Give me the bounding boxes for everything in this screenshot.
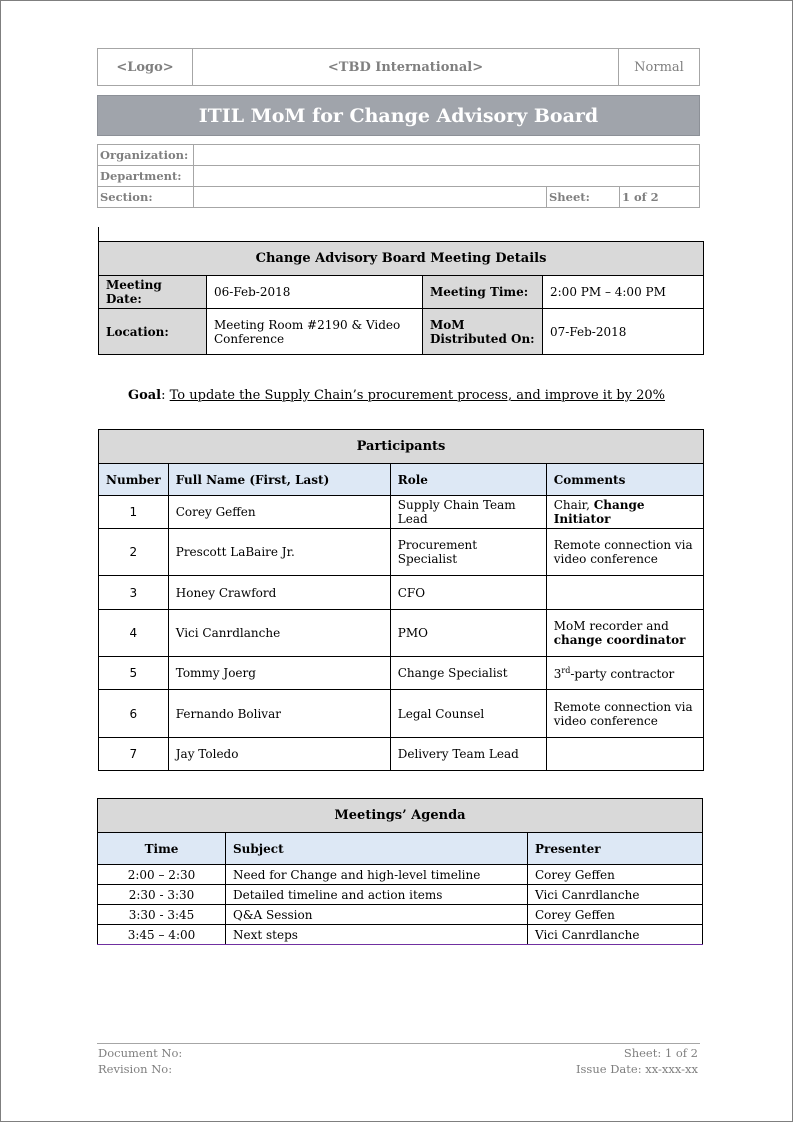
footer-document-no: Document No:	[98, 1046, 183, 1060]
goal-statement	[0, 388, 793, 403]
department-value[interactable]	[194, 166, 700, 187]
column-header-name: Full Name (First, Last)	[168, 464, 390, 496]
document-header	[97, 48, 700, 86]
participant-name: Jay Toledo	[168, 738, 390, 771]
participant-role: CFO	[390, 576, 546, 610]
agenda-time: 2:00 – 2:30	[98, 865, 226, 885]
location-value: Meeting Room #2190 & Video Conference	[207, 309, 423, 355]
mom-distributed-label: MoM Distributed On:	[423, 309, 543, 355]
participant-number: 4	[99, 610, 169, 657]
agenda-presenter: Vici Canrdlanche	[528, 885, 703, 905]
agenda-table	[97, 798, 703, 945]
table-row	[98, 905, 703, 925]
participants-heading: Participants	[99, 430, 704, 464]
participant-comment	[546, 657, 703, 690]
table-row	[99, 496, 704, 529]
table-row	[98, 885, 703, 905]
meeting-date-label: Meeting Date:	[99, 276, 207, 309]
column-header-number: Number	[99, 464, 169, 496]
agenda-subject: Q&A Session	[226, 905, 528, 925]
participant-role: PMO	[390, 610, 546, 657]
footer-issue-date: Issue Date: xx-xxx-xx	[575, 1062, 698, 1076]
table-row	[99, 657, 704, 690]
participants-header-row	[99, 464, 704, 496]
agenda-presenter: Corey Geffen	[528, 905, 703, 925]
participant-name: Vici Canrdlanche	[168, 610, 390, 657]
column-header-subject: Subject	[226, 833, 528, 865]
participant-number: 3	[99, 576, 169, 610]
participant-comment	[546, 496, 703, 529]
participant-comment	[546, 610, 703, 657]
participant-role: Procurement Specialist	[390, 529, 546, 576]
section-value[interactable]	[194, 187, 547, 208]
sheet-value: 1 of 2	[620, 187, 700, 208]
column-header-time: Time	[98, 833, 226, 865]
agenda-subject: Need for Change and high-level timeline	[226, 865, 528, 885]
agenda-subject: Detailed timeline and action items	[226, 885, 528, 905]
comment-superscript: rd	[561, 665, 571, 675]
participant-role: Supply Chain Team Lead	[390, 496, 546, 529]
agenda-presenter: Vici Canrdlanche	[528, 925, 703, 945]
participant-number: 5	[99, 657, 169, 690]
participant-role: Delivery Team Lead	[390, 738, 546, 771]
meeting-details-table	[98, 241, 704, 355]
participant-name: Corey Geffen	[168, 496, 390, 529]
participant-comment: Remote connection via video conference	[546, 529, 703, 576]
sheet-label: Sheet:	[547, 187, 620, 208]
agenda-heading: Meetings’ Agenda	[98, 799, 703, 833]
participant-name: Honey Crawford	[168, 576, 390, 610]
participants-table	[98, 429, 704, 771]
document-status: Normal	[619, 49, 700, 86]
agenda-presenter: Corey Geffen	[528, 865, 703, 885]
participant-comment	[546, 738, 703, 771]
table-row	[98, 865, 703, 885]
comment-bold-text: Change Initiator	[553, 498, 645, 526]
participant-role: Change Specialist	[390, 657, 546, 690]
text-cursor	[98, 227, 99, 241]
table-row	[99, 738, 704, 771]
column-header-role: Role	[390, 464, 546, 496]
footer-revision-no: Revision No:	[98, 1062, 173, 1076]
comment-text: Chair,	[553, 498, 594, 512]
agenda-time: 3:30 - 3:45	[98, 905, 226, 925]
agenda-time: 2:30 - 3:30	[98, 885, 226, 905]
table-row	[99, 610, 704, 657]
goal-text: To update the Supply Chain’s procurement process, and improve it by 20%	[169, 388, 666, 403]
meeting-time-value: 2:00 PM – 4:00 PM	[543, 276, 704, 309]
document-title: ITIL MoM for Change Advisory Board	[97, 95, 700, 136]
company-name: <TBD International>	[193, 49, 619, 86]
mom-distributed-value: 07-Feb-2018	[543, 309, 704, 355]
section-label: Section:	[98, 187, 194, 208]
agenda-header-row	[98, 833, 703, 865]
goal-label: Goal	[127, 388, 162, 403]
participant-name: Fernando Bolivar	[168, 690, 390, 738]
comment-text: -party contractor	[570, 666, 675, 681]
organization-value[interactable]	[194, 145, 700, 166]
comment-text: MoM recorder and	[553, 619, 669, 633]
column-header-comments: Comments	[546, 464, 703, 496]
participant-comment: Remote connection via video conference	[546, 690, 703, 738]
agenda-subject: Next steps	[226, 925, 528, 945]
comment-text: 3	[553, 666, 562, 681]
participant-name: Prescott LaBaire Jr.	[168, 529, 390, 576]
goal-separator: :	[161, 388, 170, 403]
footer-sheet: Sheet: 1 of 2	[623, 1046, 698, 1060]
participant-number: 7	[99, 738, 169, 771]
department-label: Department:	[98, 166, 194, 187]
participant-number: 2	[99, 529, 169, 576]
table-row	[99, 576, 704, 610]
participant-number: 1	[99, 496, 169, 529]
comment-bold-text: change coordinator	[553, 633, 686, 647]
organization-label: Organization:	[98, 145, 194, 166]
logo-placeholder: <Logo>	[98, 49, 193, 86]
location-label: Location:	[99, 309, 207, 355]
agenda-time: 3:45 – 4:00	[98, 925, 226, 945]
participant-number: 6	[99, 690, 169, 738]
participant-comment	[546, 576, 703, 610]
participant-name: Tommy Joerg	[168, 657, 390, 690]
table-row	[99, 529, 704, 576]
table-row	[99, 690, 704, 738]
meeting-date-value: 06-Feb-2018	[207, 276, 423, 309]
footer-divider	[97, 1043, 700, 1044]
meeting-time-label: Meeting Time:	[423, 276, 543, 309]
column-header-presenter: Presenter	[528, 833, 703, 865]
organization-table	[97, 144, 700, 208]
table-row	[98, 925, 703, 945]
participant-role: Legal Counsel	[390, 690, 546, 738]
meeting-details-heading: Change Advisory Board Meeting Details	[99, 242, 704, 276]
